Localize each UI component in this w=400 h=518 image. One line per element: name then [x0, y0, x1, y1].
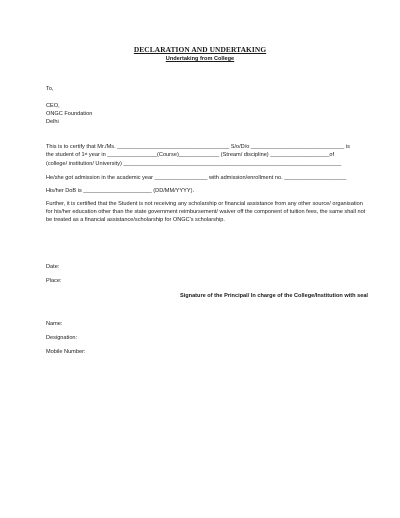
ordinal-superscript: st: [84, 152, 88, 156]
address-line-3: Delhi: [46, 119, 59, 125]
signature-caption: Signature of the Principal/ In charge of the College/Institution with seal: [179, 293, 368, 299]
certify-line-2: [46, 152, 334, 159]
certify-line-2-end: year in ________________(Course)_____________ (Stream/ discipline) ___________________of: [87, 152, 335, 158]
document-subtitle: Undertaking from College: [165, 56, 235, 62]
salutation: To,: [46, 86, 54, 92]
address-line-1: CEO,: [46, 103, 60, 109]
mobile-number-label: Mobile Number:: [46, 349, 86, 355]
place-label: Place:: [46, 278, 62, 284]
certify-line-2-start: the student of 1: [46, 152, 85, 158]
name-label: Name:: [46, 321, 63, 327]
certify-line-3: (college/ institution/ University) ______________________________________________________________________: [46, 161, 342, 167]
admission-line: He/she got admission in the academic year _________________ with admission/enrollment no. ____________________: [46, 175, 347, 181]
address-line-2: ONGC Foundation: [46, 111, 93, 117]
certify-line-1: This is to certify that Mr./Ms. ____________________________________ S/o/D/o ______________________________ is: [46, 144, 350, 150]
document-title: DECLARATION AND UNDERTAKING: [133, 45, 267, 54]
further-paragraph: Further, it is certified that the Student is not receiving any scholarship or financial assistance from any other source/ organisation for his/her education other than the state government reimbursement/ waiver off the component of tuition fees, the same shall not be treated as a financial assistance/scholarship for ONGC's scholarship.: [46, 201, 366, 223]
date-label: Date:: [46, 264, 60, 270]
dob-line: His/her DoB is ______________________ (DD/MM/YYYY).: [46, 188, 195, 194]
designation-label: Designation:: [46, 335, 78, 341]
